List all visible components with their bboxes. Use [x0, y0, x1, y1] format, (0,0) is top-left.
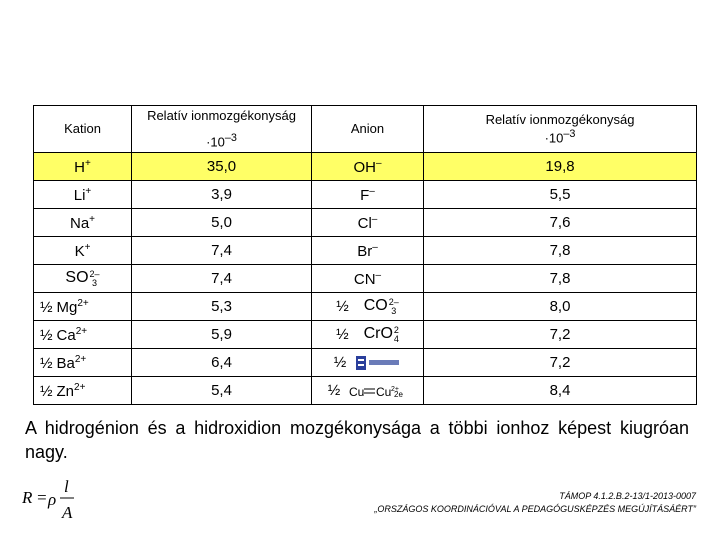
cation-mobility-value: 5,9: [132, 321, 312, 349]
ion-formula: [336, 297, 399, 315]
formula-base: SO: [65, 269, 89, 287]
cation-cell: [34, 237, 132, 265]
header-mobility-cation: [132, 106, 312, 153]
formula-body: [364, 325, 399, 343]
cation-mobility-value: 5,3: [132, 293, 312, 321]
ion-symbol: [75, 243, 91, 260]
anion-mobility-value: 8,0: [424, 293, 697, 321]
half-prefix: ½: [40, 298, 53, 316]
table-row: [34, 153, 697, 181]
ion-charge: +: [85, 185, 92, 197]
table-row: [34, 181, 697, 209]
cation-cell: [34, 293, 132, 321]
ion-image-cell: [328, 382, 408, 400]
ion-charge: –: [371, 213, 378, 225]
header-unit: $\cdot 10^{-3}$: [206, 131, 237, 150]
header-mobility-label: Relatív ionmozgékonyság: [485, 111, 635, 127]
half-prefix: ½: [40, 382, 53, 400]
svg-text:2+: 2+: [391, 385, 400, 393]
header-unit: $\cdot 10^{-3}$: [544, 127, 576, 146]
ion-charge: 2+: [74, 353, 87, 365]
anion-mobility-value: 7,6: [424, 209, 697, 237]
ion-base: F: [360, 186, 370, 204]
ion-base: Ca: [56, 326, 76, 344]
dichromate-image: [355, 354, 401, 372]
cation-mobility-value: 35,0: [132, 153, 312, 181]
header-kation: Kation: [34, 106, 132, 153]
half-prefix: ½: [336, 326, 349, 343]
table-row: [34, 321, 697, 349]
ion-base: OH: [353, 158, 376, 176]
svg-text:Cu: Cu: [349, 384, 365, 399]
half-prefix: ½: [327, 382, 341, 399]
ion-symbol: [360, 187, 375, 204]
formula-body: [364, 297, 399, 315]
ion-base: CN: [353, 270, 376, 288]
equation-image: [349, 382, 407, 400]
cation-cell: [34, 209, 132, 237]
anion-mobility-value: 19,8: [424, 153, 697, 181]
footer-line1: TÁMOP 4.1.2.B.2-13/1-2013-0007: [559, 491, 696, 501]
header-mobility-anion: [424, 106, 697, 153]
anion-mobility-value: 8,4: [424, 377, 697, 405]
table-row: [34, 209, 697, 237]
anion-mobility-value: 5,5: [424, 181, 697, 209]
ion-charge: 2+: [74, 381, 86, 393]
formula-indices: [389, 298, 399, 316]
formula-indices: [394, 326, 399, 344]
ion-symbol: [357, 243, 378, 260]
anion-mobility-value: 7,2: [424, 349, 697, 377]
anion-cell: [312, 321, 424, 349]
anion-mobility-value: 7,8: [424, 237, 697, 265]
formula-num: l: [64, 477, 69, 496]
cation-mobility-value: 3,9: [132, 181, 312, 209]
formula-rho: ρ: [48, 490, 57, 509]
cation-mobility-value: 5,0: [132, 209, 312, 237]
anion-cell: [312, 265, 424, 293]
anion-mobility-value: 7,8: [424, 265, 697, 293]
anion-cell: [312, 209, 424, 237]
svg-text:Cu: Cu: [376, 384, 392, 399]
ion-base: Mg: [56, 298, 78, 316]
ion-base: Cl: [357, 214, 372, 232]
formula-den: A: [62, 503, 73, 522]
ion-charge: 2+: [77, 297, 89, 309]
table-row: [34, 293, 697, 321]
ion-base: K: [74, 242, 85, 260]
ion-symbol: [354, 271, 381, 288]
anion-cell: [312, 237, 424, 265]
formula-indices: [90, 270, 100, 288]
formula-sub: 3: [92, 277, 98, 288]
ion-symbol: [74, 159, 91, 176]
ion-formula: [336, 325, 399, 343]
formula-sup: 2–: [388, 296, 399, 307]
resistance-formula: [22, 474, 82, 524]
ion-symbol: [70, 215, 95, 232]
formula-sub: 4: [393, 333, 399, 344]
table-row: [34, 265, 697, 293]
cation-cell: [34, 181, 132, 209]
anion-cell: [312, 181, 424, 209]
cation-mobility-value: 7,4: [132, 237, 312, 265]
half-prefix: ½: [336, 298, 349, 315]
anion-cell: [312, 293, 424, 321]
ion-charge: +: [85, 157, 91, 169]
ion-charge: +: [89, 213, 96, 225]
cation-cell: [34, 153, 132, 181]
ion-charge: –: [375, 269, 382, 281]
formula-base: CrO: [363, 325, 393, 343]
ion-symbol: [40, 355, 86, 372]
ion-charge: –: [372, 241, 378, 253]
table-header-row: [34, 106, 697, 153]
formula-body: [65, 269, 99, 287]
half-prefix: ½: [333, 354, 347, 371]
ion-base: Br: [357, 242, 373, 260]
anion-cell: [312, 153, 424, 181]
anion-cell: [312, 377, 424, 405]
ion-charge: 2+: [75, 325, 88, 337]
cation-cell: [34, 321, 132, 349]
formula-eq: =: [36, 488, 48, 507]
header-anion: Anion: [312, 106, 424, 153]
table-row: [34, 349, 697, 377]
table-row: [34, 237, 697, 265]
ion-formula: [65, 269, 99, 287]
table-row: [34, 377, 697, 405]
header-mobility-label: Relatív ionmozgékonyság: [147, 107, 296, 123]
ion-symbol: [358, 215, 378, 232]
formula-sub: 3: [391, 305, 397, 316]
note-text: A hidrogénion és a hidroxidion mozgékonysága a többi ionhoz képest kiugróan nagy.: [25, 418, 689, 462]
cation-mobility-value: 7,4: [132, 265, 312, 293]
cation-cell: [34, 265, 132, 293]
cation-cell: [34, 377, 132, 405]
formula-sup: 2–: [89, 268, 100, 279]
ion-symbol: [40, 383, 85, 400]
ion-base: H: [74, 158, 85, 176]
ion-base: Na: [69, 214, 90, 232]
svg-text:2e: 2e: [394, 389, 404, 399]
ion-image-cell: [334, 354, 402, 372]
ion-symbol: [74, 187, 92, 204]
footer-line2: „ORSZÁGOS KOORDINÁCIÓVAL A PEDAGÓGUSKÉPZÉS MEGÚJÍTÁSÁÉRT”: [374, 504, 696, 514]
anion-mobility-value: 7,2: [424, 321, 697, 349]
anion-cell: [312, 349, 424, 377]
ion-base: Li: [73, 186, 86, 204]
formula-sup: 2: [393, 324, 399, 335]
ion-symbol: [40, 327, 87, 344]
half-prefix: ½: [40, 354, 53, 372]
ion-symbol: [40, 299, 89, 316]
ion-charge: –: [375, 157, 382, 169]
formula-base: CO: [363, 297, 388, 315]
footer: [374, 490, 696, 516]
formula-r: R: [22, 488, 33, 507]
ion-symbol: [353, 159, 381, 176]
ion-base: Zn: [56, 382, 75, 400]
half-prefix: ½: [40, 326, 53, 344]
mobility-table: [33, 105, 697, 405]
ion-charge: –: [369, 185, 375, 197]
resistance-formula-graphic: [22, 474, 82, 524]
cation-mobility-value: 6,4: [132, 349, 312, 377]
cation-mobility-value: 5,4: [132, 377, 312, 405]
ion-base: Ba: [56, 354, 75, 372]
ion-charge: +: [84, 241, 91, 253]
cation-cell: [34, 349, 132, 377]
